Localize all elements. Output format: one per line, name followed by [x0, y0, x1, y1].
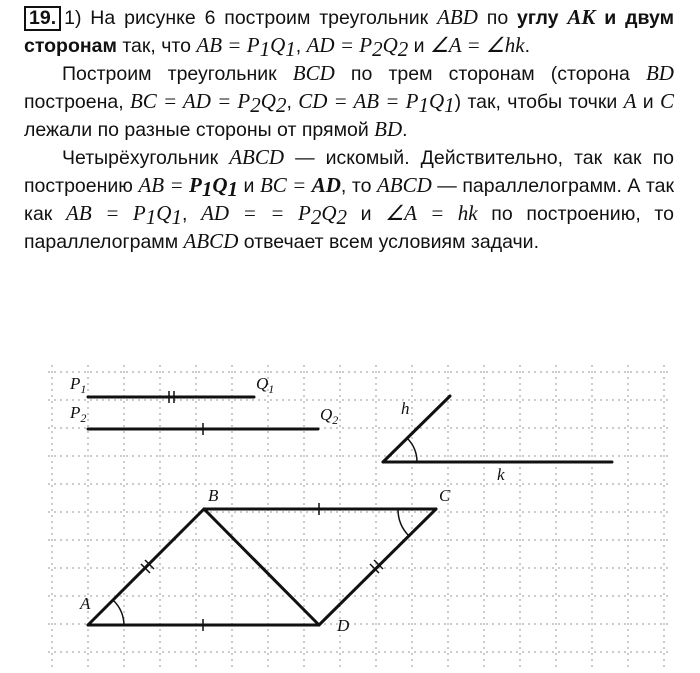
text-run: по построению, то параллелограмм	[24, 203, 674, 253]
text-run: построена,	[24, 91, 130, 113]
ray-h	[383, 396, 450, 462]
math-run: Q	[270, 33, 286, 57]
side-ab	[88, 509, 204, 625]
math-run: ABCD	[229, 145, 285, 169]
grid	[48, 365, 670, 668]
math-run: ∠A = ∠hk	[429, 33, 525, 57]
label-k: k	[497, 465, 505, 484]
math-run: BC = AD = P	[129, 89, 251, 113]
diagonal-bd	[204, 509, 319, 625]
text-run: и	[238, 175, 260, 197]
math-run: BD	[645, 61, 674, 85]
bold-math-run: AD	[311, 173, 341, 197]
math-run: BD	[374, 117, 403, 141]
text-run: .	[402, 119, 408, 141]
subscript: 1	[285, 37, 296, 61]
subscript: 1	[444, 93, 455, 117]
label-b: B	[208, 486, 219, 505]
label-q1: $Q_1$	[256, 374, 275, 396]
angle-arc-c	[398, 509, 409, 536]
text-run: Четырёхугольник	[62, 147, 230, 169]
math-run: AB = P	[196, 33, 260, 57]
subscript: 1	[145, 205, 157, 229]
angle-arc-a	[113, 600, 124, 625]
text-run: и	[636, 91, 660, 113]
text-run: , то	[340, 175, 377, 197]
label-d: D	[337, 616, 350, 635]
math-run: BCD	[292, 61, 335, 85]
math-run: Q	[321, 201, 337, 225]
label-q2: $Q_2$	[320, 405, 339, 427]
bold-math-run: Q	[212, 173, 228, 197]
math-run: Q	[260, 89, 276, 113]
subscript: 2	[310, 205, 322, 229]
bold-math-run: P	[189, 173, 202, 197]
text-run: по	[477, 7, 518, 29]
label-p2: $P_2$	[70, 403, 87, 425]
subscript: 2	[336, 205, 347, 229]
subscript: 1	[227, 177, 238, 201]
math-run: AD = = P	[201, 201, 311, 225]
label-p1: $P_1$	[70, 374, 87, 396]
text-run: — искомый. Действительно, так как по построению	[24, 147, 674, 197]
math-run: ABCD	[183, 229, 239, 253]
subscript: 1	[201, 177, 213, 201]
subscript: 2	[372, 37, 383, 61]
math-run: CD = AB = P	[298, 89, 419, 113]
math-run: Q	[428, 89, 445, 113]
side-cd	[319, 509, 436, 625]
subscript: 1	[418, 93, 429, 117]
text-run: лежали по разные стороны от прямой	[24, 119, 375, 141]
math-run: AB	[138, 173, 165, 197]
math-run: A	[623, 89, 637, 113]
subscript: 1	[259, 37, 271, 61]
text-run: 1) На рисунке 6 построим треугольник	[64, 7, 438, 29]
label-h: h	[401, 399, 410, 418]
math-run: ABCD	[376, 173, 432, 197]
bold-run: углу	[517, 7, 559, 29]
text-run: Построим треугольник	[62, 63, 293, 85]
text-run: и	[346, 203, 386, 225]
math-run: =	[164, 173, 189, 197]
math-run: C	[659, 89, 674, 113]
bold-run: и двум сторонам	[24, 7, 674, 57]
math-run: ABD	[437, 5, 478, 29]
problem-number: 19.	[24, 6, 61, 31]
math-run: BC	[259, 173, 287, 197]
math-run: AD = P	[306, 33, 373, 57]
math-run: Q	[382, 33, 398, 57]
math-run: ∠A = hk	[385, 201, 478, 225]
text-run: ,	[181, 203, 202, 225]
subscript: 2	[275, 93, 287, 117]
text-run: по трем сторонам (сторона	[334, 63, 646, 85]
subscript: 2	[250, 93, 261, 117]
text-run: ) так, чтобы точки	[454, 91, 624, 113]
text-run: .	[524, 35, 530, 57]
math-run: Q	[156, 201, 172, 225]
text-run: ,	[295, 35, 307, 57]
text-run: и	[408, 35, 430, 57]
text-run: так, что	[116, 35, 197, 57]
subscript: 1	[171, 205, 182, 229]
math-run: AB = P	[66, 201, 146, 225]
text-run: — параллелограмм. А так как	[24, 175, 675, 225]
subscript: 2	[397, 37, 409, 61]
label-c: C	[439, 486, 451, 505]
label-a: A	[80, 594, 91, 613]
text-run: ,	[286, 91, 299, 113]
bold-math-run: AK	[567, 5, 596, 29]
text-run: отвечает всем условиям задачи.	[238, 231, 539, 253]
math-run: =	[286, 173, 312, 197]
